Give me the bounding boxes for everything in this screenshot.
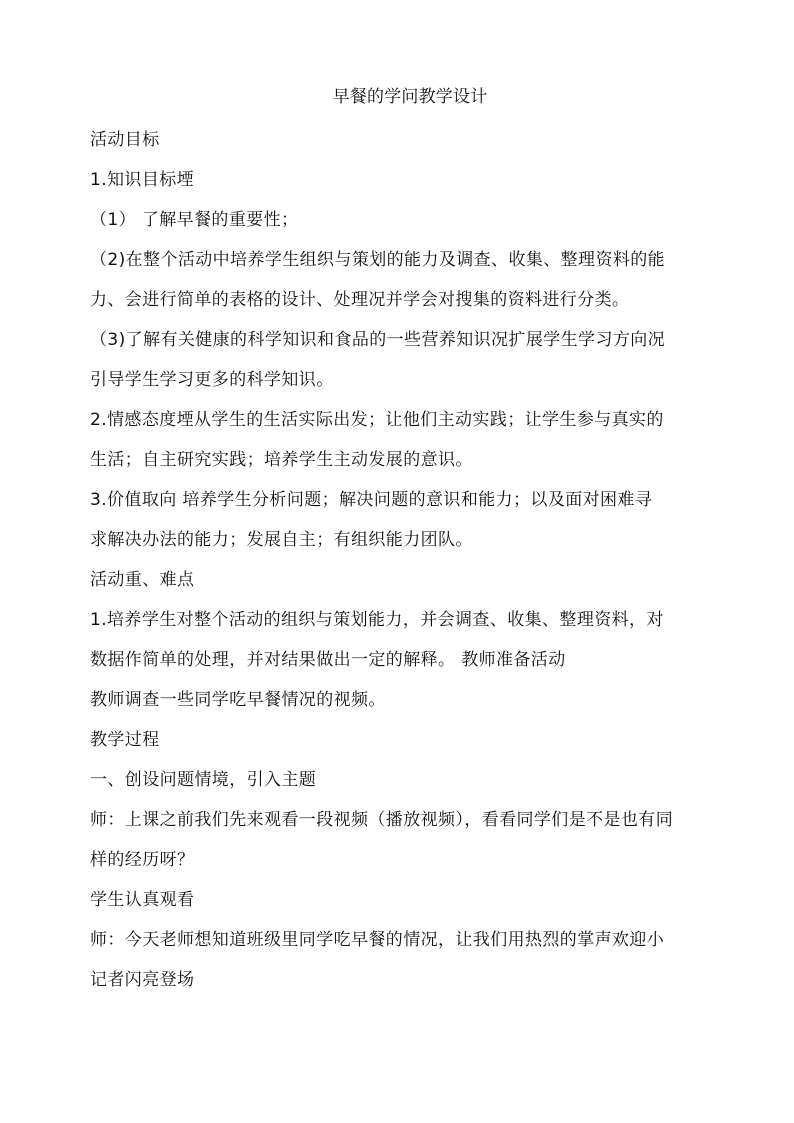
goal-2-line-1: 2.情感态度堙从学生的生活实际出发；让他们主动实践；让学生参与真实的 (90, 410, 664, 430)
document-title: 早餐的学问教学设计 (332, 87, 488, 107)
teacher-dialogue-1 (90, 800, 730, 880)
goal-1-3-line-2: 引导学生学习更多的科学知识。 (90, 370, 334, 390)
key-point-1-line-1: 1.培养学生对整个活动的组织与策划能力，并会调查、收集、整理资料，对 (90, 610, 664, 630)
teacher-dialogue-1-line-1: 师：上课之前我们先来观看一段视频（播放视频），看看同学们是不是也有同 (90, 810, 674, 830)
document-content (90, 84, 730, 1000)
step-1: 一、创设问题情境，引入主题 (90, 770, 317, 790)
goal-1-3 (90, 320, 730, 400)
goal-1-2 (90, 240, 730, 320)
students-watch: 学生认真观看 (90, 890, 195, 910)
goal-1-2-line-1: （2)在整个活动中培养学生组织与策划的能力及调查、收集、整理资料的能 (90, 250, 666, 270)
goal-3-line-1: 3.价值取向 培养学生分析问题；解决问题的意识和能力；以及面对困难寻 (90, 490, 653, 510)
teacher-dialogue-1-line-2: 样的经历呀？ (90, 850, 195, 870)
section-teaching-process: 教学过程 (90, 730, 160, 750)
goal-2 (90, 400, 730, 480)
teacher-dialogue-2-line-1: 师：今天老师想知道班级里同学吃早餐的情况，让我们用热烈的掌声欢迎小 (90, 930, 665, 950)
goal-2-line-2: 生活；自主研究实践；培养学生主动发展的意识。 (90, 450, 473, 470)
goal-3-line-2: 求解决办法的能力；发展自主；有组织能力团队。 (90, 530, 473, 550)
key-point-1 (90, 600, 730, 680)
teacher-prep: 教师调查一些同学吃早餐情况的视频。 (90, 690, 386, 710)
teacher-dialogue-2-line-2: 记者闪亮登场 (90, 970, 195, 990)
goal-1-3-line-1: （3)了解有关健康的科学知识和食品的一些营养知识况扩展学生学习方向况 (90, 330, 666, 350)
goal-1-2-line-2: 力、会进行简单的表格的设计、处理况并学会对搜集的资料进行分类。 (90, 290, 630, 310)
goal-3 (90, 480, 730, 560)
teacher-dialogue-2 (90, 920, 730, 1000)
section-activity-goals: 活动目标 (90, 130, 160, 150)
goal-1: 1.知识目标堙 (90, 170, 195, 190)
key-point-1-line-2: 数据作简单的处理，并对结果做出一定的解释。 教师准备活动 (90, 650, 566, 670)
section-key-points: 活动重、难点 (90, 570, 195, 590)
goal-1-1: （1） 了解早餐的重要性； (90, 210, 299, 230)
